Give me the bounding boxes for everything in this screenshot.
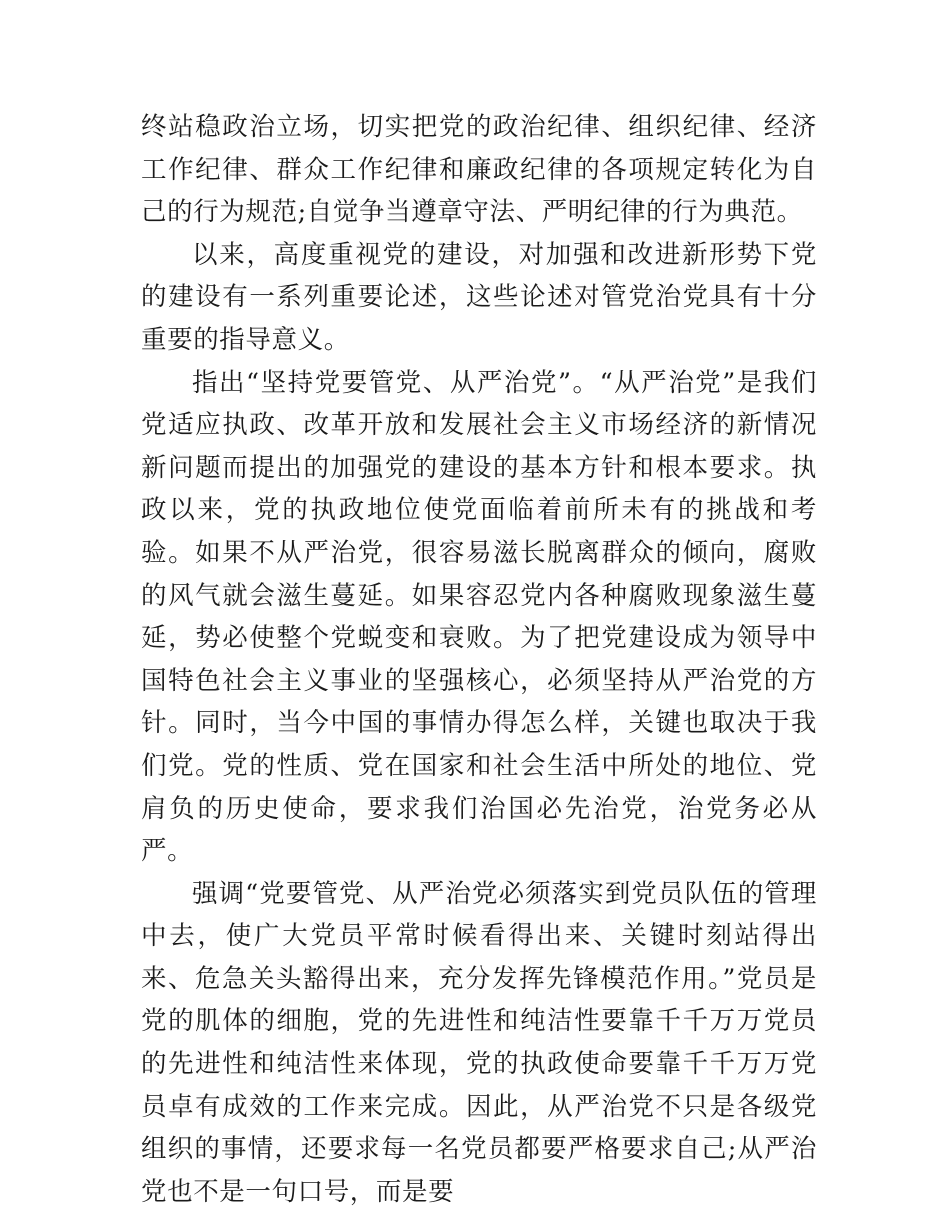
paragraph-4: 强调“党要管党、从严治党必须落实到党员队伍的管理中去，使广大党员平常时候看得出来、关键时刻站得出来、危急关头豁得出来，充分发挥先锋模范作用。”党员是党的肌体的细胞，党的先进性和纯洁性要靠千千万万党员的先进性和纯洁性来体现，党的执政使命要靠千千万万党员卓有成效的工作来完成。因此，从严治党不只是各级党组织的事情，还要求每一名党员都要严格要求自己;从严治党也不是一句口号，而是要 (141, 878, 817, 1207)
paragraph-2: 以来，高度重视党的建设，对加强和改进新形势下党的建设有一系列重要论述，这些论述对管党治党具有十分重要的指导意义。 (141, 239, 817, 355)
document-body (141, 106, 817, 1213)
paragraph-1: 终站稳政治立场，切实把党的政治纪律、组织纪律、经济工作纪律、群众工作纪律和廉政纪律的各项规定转化为自己的行为规范;自觉争当遵章守法、严明纪律的行为典范。 (141, 112, 817, 228)
paragraph-3: 指出“坚持党要管党、从严治党”。“从严治党”是我们党适应执政、改革开放和发展社会主义市场经济的新情况新问题而提出的加强党的建设的基本方针和根本要求。执政以来，党的执政地位使党面临着前所未有的挑战和考验。如果不从严治党，很容易滋长脱离群众的倾向，腐败的风气就会滋生蔓延。如果容忍党内各种腐败现象滋生蔓延，势必使整个党蜕变和衰败。为了把党建设成为领导中国特色社会主义事业的坚强核心，必须坚持从严治党的方针。同时，当今中国的事情办得怎么样，关键也取决于我们党。党的性质、党在国家和社会生活中所处的地位、党肩负的历史使命，要求我们治国必先治党，治党务必从严。 (141, 367, 817, 867)
